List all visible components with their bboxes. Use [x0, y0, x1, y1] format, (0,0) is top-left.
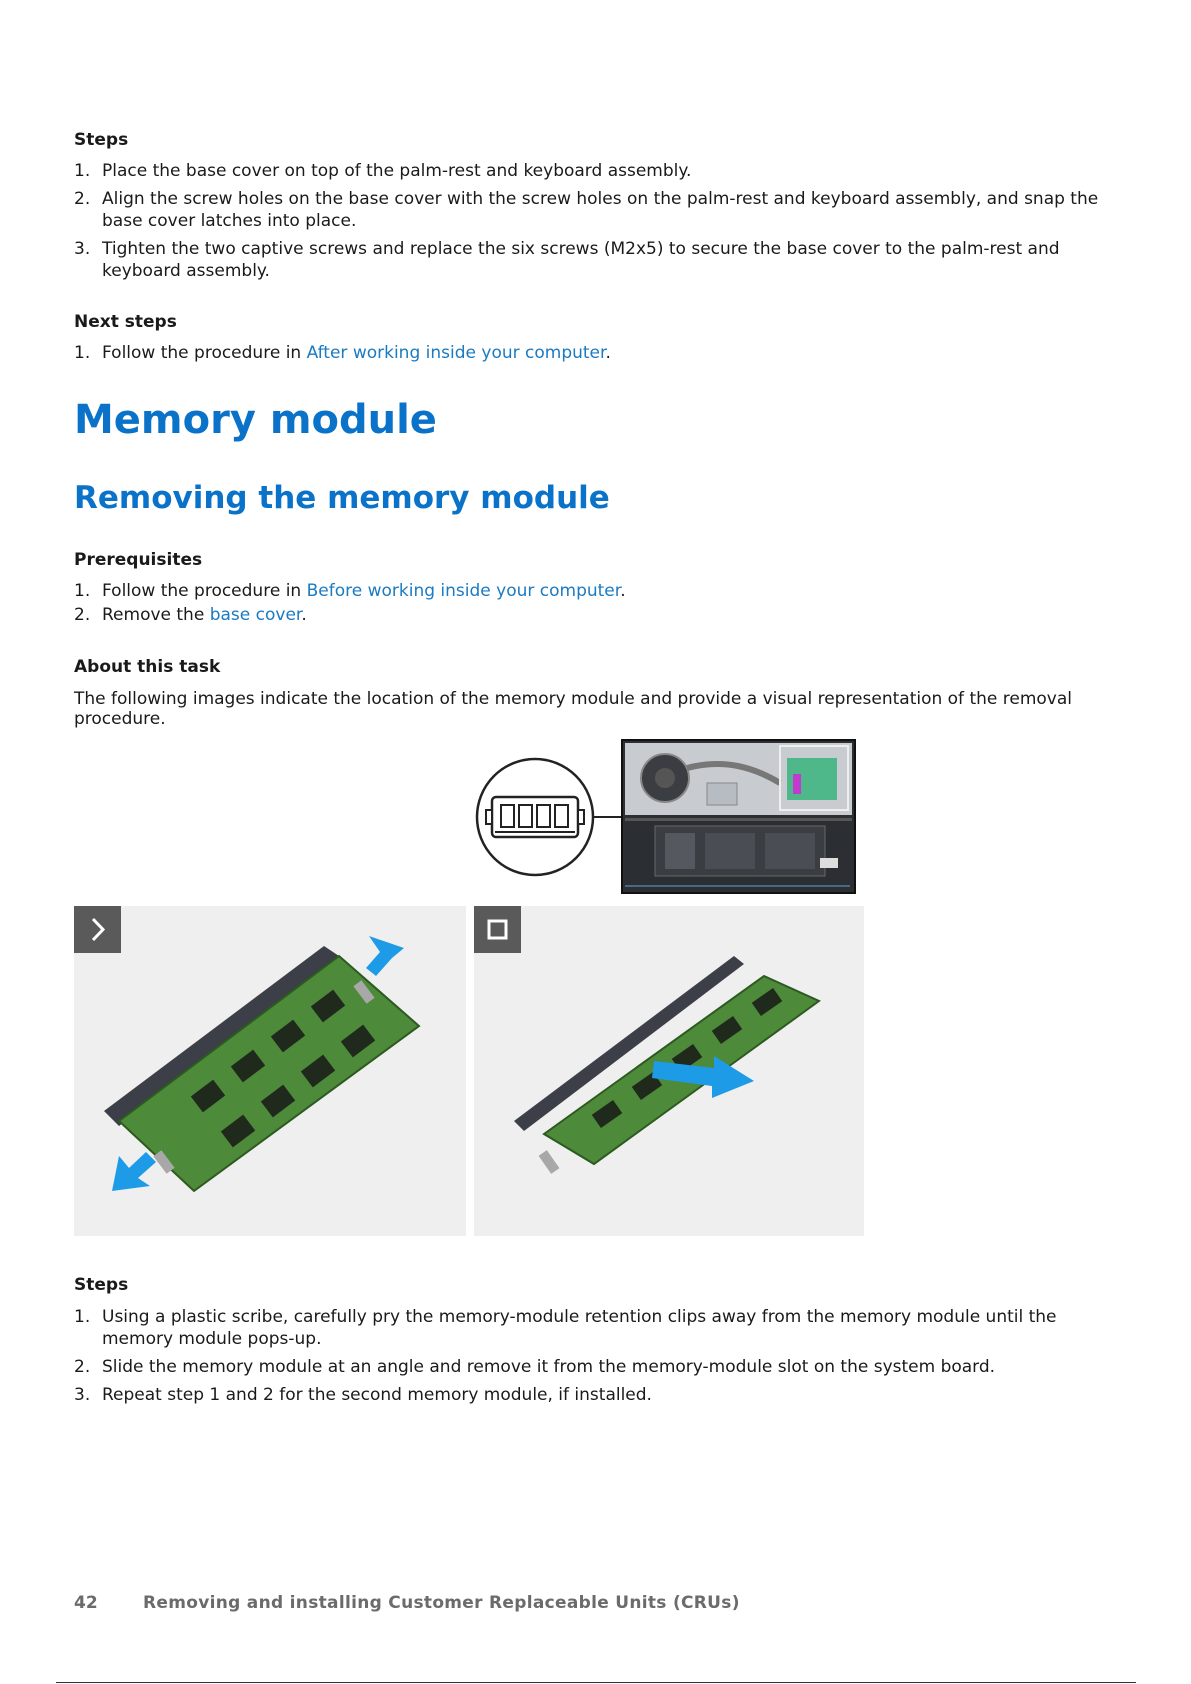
list-item: 2. Slide the memory module at an angle and remove it from the memory-module slot on the system board.	[74, 1357, 996, 1377]
before-working-link[interactable]: Before working inside your computer	[306, 581, 621, 601]
footer-divider	[56, 1682, 1136, 1683]
removal-step-2-image	[474, 906, 864, 1236]
list-item: 3. Tighten the two captive screws and replace the six screws (M2x5) to secure the base cover to the palm-rest and keyboard assembly.	[74, 239, 1060, 281]
prerequisites-heading: Prerequisites	[74, 550, 203, 570]
list-item: 2. Remove the base cover.	[74, 605, 307, 625]
steps-heading: Steps	[74, 130, 129, 150]
steps-list	[74, 160, 1114, 288]
steps-heading-2: Steps	[74, 1275, 129, 1295]
about-text: The following images indicate the location of the memory module and provide a visual representation of the removal procedure.	[74, 689, 1072, 729]
arrow-up-right-icon	[366, 936, 404, 976]
memory-module-slide-illustration	[474, 906, 864, 1236]
memory-location-illustration	[475, 738, 860, 895]
list-item: 1. Place the base cover on top of the palm-rest and keyboard assembly.	[74, 161, 692, 181]
subsection-title: Removing the memory module	[74, 480, 610, 516]
removal-step-1-image	[74, 906, 466, 1236]
about-heading: About this task	[74, 657, 221, 677]
page-number: 42	[74, 1593, 98, 1613]
chapter-title: Removing and installing Customer Replaceable Units (CRUs)	[143, 1593, 740, 1613]
memory-module-clips-illustration	[74, 906, 466, 1236]
next-steps-heading: Next steps	[74, 312, 177, 332]
base-cover-link[interactable]: base cover	[209, 605, 302, 625]
prerequisites-list	[74, 580, 1114, 632]
list-item: 1. Using a plastic scribe, carefully pry the memory-module retention clips away from the memory module until the memory module pops-up.	[74, 1307, 1057, 1349]
steps-list-2	[74, 1306, 1114, 1412]
retention-clip	[539, 1150, 560, 1174]
after-working-link[interactable]: After working inside your computer	[306, 343, 606, 363]
next-steps-list	[74, 342, 1114, 370]
laptop-interior	[622, 740, 855, 893]
section-title: Memory module	[74, 397, 437, 443]
arrow-down-left-icon	[112, 1152, 156, 1191]
list-item: 3. Repeat step 1 and 2 for the second memory module, if installed.	[74, 1385, 652, 1405]
list-item: 1. Follow the procedure in After working inside your computer.	[74, 343, 611, 363]
magnifier-circle	[477, 759, 593, 875]
list-item: 1. Follow the procedure in Before working inside your computer.	[74, 581, 626, 601]
list-item: 2. Align the screw holes on the base cover with the screw holes on the palm-rest and keyboard assembly, and snap the base cover latches into place.	[74, 189, 1099, 231]
